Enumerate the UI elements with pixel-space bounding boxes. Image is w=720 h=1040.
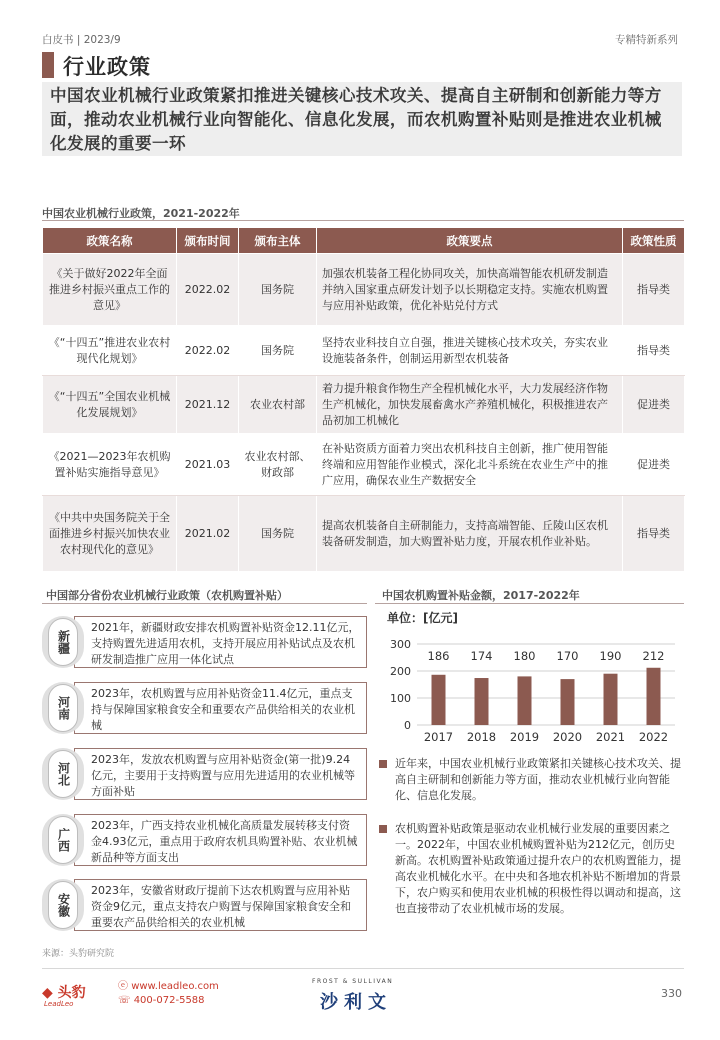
frost-sullivan-english: FROST & SULLIVAN [312, 978, 394, 985]
web-icon: ⓔ [118, 981, 132, 992]
policy-table [42, 227, 685, 572]
data-label: 174 [470, 649, 493, 663]
nature-cell: 指导类 [623, 496, 685, 572]
column-header: 政策性质 [623, 228, 685, 254]
leadleo-logo [42, 982, 86, 1002]
nature-cell: 指导类 [623, 326, 685, 376]
bullet-point [379, 756, 684, 804]
table-row [43, 326, 685, 376]
province-name-badge: 河南 [48, 684, 78, 732]
data-label: 212 [642, 649, 665, 663]
data-label: 180 [513, 649, 536, 663]
policy-name-cell: 《“十四五”推进农业农村现代化规划》 [43, 326, 177, 376]
x-tick-label: 2022 [638, 730, 669, 744]
data-label: 190 [599, 649, 622, 663]
gist-cell: 提高农机装备自主研制能力，支持高端智能、丘陵山区农机装备研发制造，加大购置补贴力度，开展农机作业补贴。 [317, 496, 623, 572]
x-tick-label: 2018 [466, 730, 497, 744]
data-label: 186 [427, 649, 450, 663]
section-marker [42, 52, 54, 78]
table-header-row [43, 228, 685, 254]
province-policy-text: 2023年，农机购置与应用补贴资金11.4亿元，重点支持与保障国家粮食安全和重要农产品供给相关的农业机械 [74, 682, 367, 734]
footer-divider [42, 968, 684, 969]
y-tick-label: 0 [404, 719, 411, 732]
subsidy-bar-chart [375, 600, 685, 750]
chart-unit-label: 单位：[亿元] [387, 611, 458, 625]
leopard-icon: ◆ [42, 985, 53, 1001]
date-cell: 2021.03 [177, 434, 239, 496]
policy-name-cell: 《“十四五”全国农业机械化发展规划》 [43, 376, 177, 434]
brand-english: LeadLeo [44, 1000, 74, 1008]
chart-title: 中国农机购置补贴金额，2017-2022年 [382, 589, 580, 602]
province-policy-text: 2023年，安徽省财政厅提前下达农机购置与应用补贴资金9亿元，重点支持农户购置与保障国家粮食安全和重要农产品供给相关的农业机械 [74, 879, 367, 931]
issuer-cell: 农业农村部 [239, 376, 317, 434]
issuer-cell: 国务院 [239, 254, 317, 326]
province-section-title: 中国部分省份农业机械行业政策（农机购置补贴） [46, 589, 288, 602]
policy-name-cell: 《关于做好2022年全面推进乡村振兴重点工作的意见》 [43, 254, 177, 326]
column-header: 政策名称 [43, 228, 177, 254]
issuer-cell: 国务院 [239, 326, 317, 376]
bar [432, 675, 446, 725]
y-tick-label: 200 [390, 665, 411, 678]
bar [604, 674, 618, 725]
province-card-anhui [42, 879, 367, 931]
date-cell: 2022.02 [177, 326, 239, 376]
x-tick-label: 2021 [595, 730, 626, 744]
y-tick-label: 100 [390, 692, 411, 705]
nature-cell: 促进类 [623, 376, 685, 434]
website-link[interactable]: www.leadleo.com [131, 981, 219, 992]
bullet-square-icon [379, 825, 387, 833]
x-tick-label: 2019 [509, 730, 540, 744]
y-tick-label: 300 [390, 638, 411, 651]
issuer-cell: 国务院 [239, 496, 317, 572]
policy-table-title: 中国农业机械行业政策，2021-2022年 [42, 207, 240, 220]
policy-name-cell: 《2021—2023年农机购置补贴实施指导意见》 [43, 434, 177, 496]
source-note: 来源：头豹研究院 [42, 949, 115, 959]
table-row [43, 376, 685, 434]
x-tick-label: 2017 [423, 730, 454, 744]
province-policy-text: 2021年，新疆财政安排农机购置补贴资金12.11亿元，支持购置先进适用农机，支持开展应用补贴试点及农机研发制造推广应用一体化试点 [74, 616, 367, 668]
policy-name-cell: 《中共中央国务院关于全面推进乡村振兴加快农业农村现代化的意见》 [43, 496, 177, 572]
header-series: 专精特新系列 [615, 34, 678, 46]
bullet-text: 近年来，中国农业机械行业政策紧扣关键核心技术攻关、提高自主研制和创新能力等方面，推动农业机械行业向智能化、信息化发展。 [395, 757, 681, 802]
province-name-badge: 新疆 [48, 618, 78, 666]
province-name-badge: 河北 [48, 750, 78, 798]
province-card-guangxi [42, 814, 367, 866]
section-title: 行业政策 [63, 55, 151, 79]
page-number: 330 [661, 987, 682, 1000]
province-name-badge: 广西 [48, 816, 78, 864]
headline-text: 中国农业机械行业政策紧扣推进关键核心技术攻关、提高自主研制和创新能力等方面，推动农业机械行业向智能化、信息化发展，而农机购置补贴则是推进农业机械化发展的重要一环 [50, 86, 662, 153]
gist-cell: 着力提升粮食作物生产全程机械化水平，大力发展经济作物生产机械化，加快发展畜禽水产养殖机械化，积极推进农产品初加工机械化 [317, 376, 623, 434]
bar [518, 676, 532, 725]
bullet-point [379, 821, 684, 917]
province-card-henan [42, 682, 367, 734]
province-title-divider [42, 603, 367, 604]
bar [647, 668, 661, 725]
gist-cell: 坚持农业科技自立自强，推进关键核心技术攻关，夯实农业设施装备条件，创制运用新型农机装备 [317, 326, 623, 376]
frost-sullivan-logo: 沙利文 [320, 992, 392, 1013]
column-header: 政策要点 [317, 228, 623, 254]
province-card-hebei [42, 748, 367, 800]
table-row [43, 434, 685, 496]
headline-box [42, 82, 682, 156]
data-label: 170 [556, 649, 579, 663]
province-name-badge: 安徽 [48, 881, 78, 929]
phone-icon: ☏ [118, 995, 134, 1006]
contact-info [118, 980, 219, 1008]
brand-name: 头豹 [57, 985, 86, 1001]
header-report-info: 白皮书 | 2023/9 [42, 34, 121, 46]
date-cell: 2021.02 [177, 496, 239, 572]
nature-cell: 促进类 [623, 434, 685, 496]
province-policy-text: 2023年，广西支持农业机械化高质量发展转移支付资金4.93亿元，重点用于政府农机具购置补贴、农业机械新品种等方面支出 [74, 814, 367, 866]
column-header: 颁布时间 [177, 228, 239, 254]
table-row [43, 496, 685, 572]
table-row [43, 254, 685, 326]
bar [561, 679, 575, 725]
province-card-xinjiang [42, 616, 367, 668]
gist-cell: 加强农机装备工程化协同攻关，加快高端智能农机研发制造并纳入国家重点研发计划予以长期稳定支持。实施农机购置与应用补贴政策，优化补贴兑付方式 [317, 254, 623, 326]
issuer-cell: 农业农村部、财政部 [239, 434, 317, 496]
column-header: 颁布主体 [239, 228, 317, 254]
province-policy-text: 2023年，发放农机购置与应用补贴资金(第一批)9.24亿元，主要用于支持购置与应用先进适用的农业机械等方面补贴 [74, 748, 367, 800]
bar [475, 678, 489, 725]
bullet-text: 农机购置补贴政策是驱动农业机械行业发展的重要因素之一。2022年，中国农业机械购置补贴为212亿元，创历史新高。农机购置补贴政策通过提升农户的农机购置能力，提高农业机械化水平。在中央和各地农机补贴不断增加的背景下，农户购买和使用农业机械的积极性得以调动和提高，这也直接带动了农业机械市场的发展。 [395, 822, 681, 915]
gist-cell: 在补贴资质方面着力突出农机科技自主创新，推广使用智能终端和应用智能作业模式，深化北斗系统在农业生产中的推广应用，确保农业生产数据安全 [317, 434, 623, 496]
x-tick-label: 2020 [552, 730, 583, 744]
phone-number: 400-072-5588 [133, 995, 205, 1006]
date-cell: 2022.02 [177, 254, 239, 326]
policy-title-divider [42, 220, 684, 221]
bullet-square-icon [379, 760, 387, 768]
nature-cell: 指导类 [623, 254, 685, 326]
date-cell: 2021.12 [177, 376, 239, 434]
